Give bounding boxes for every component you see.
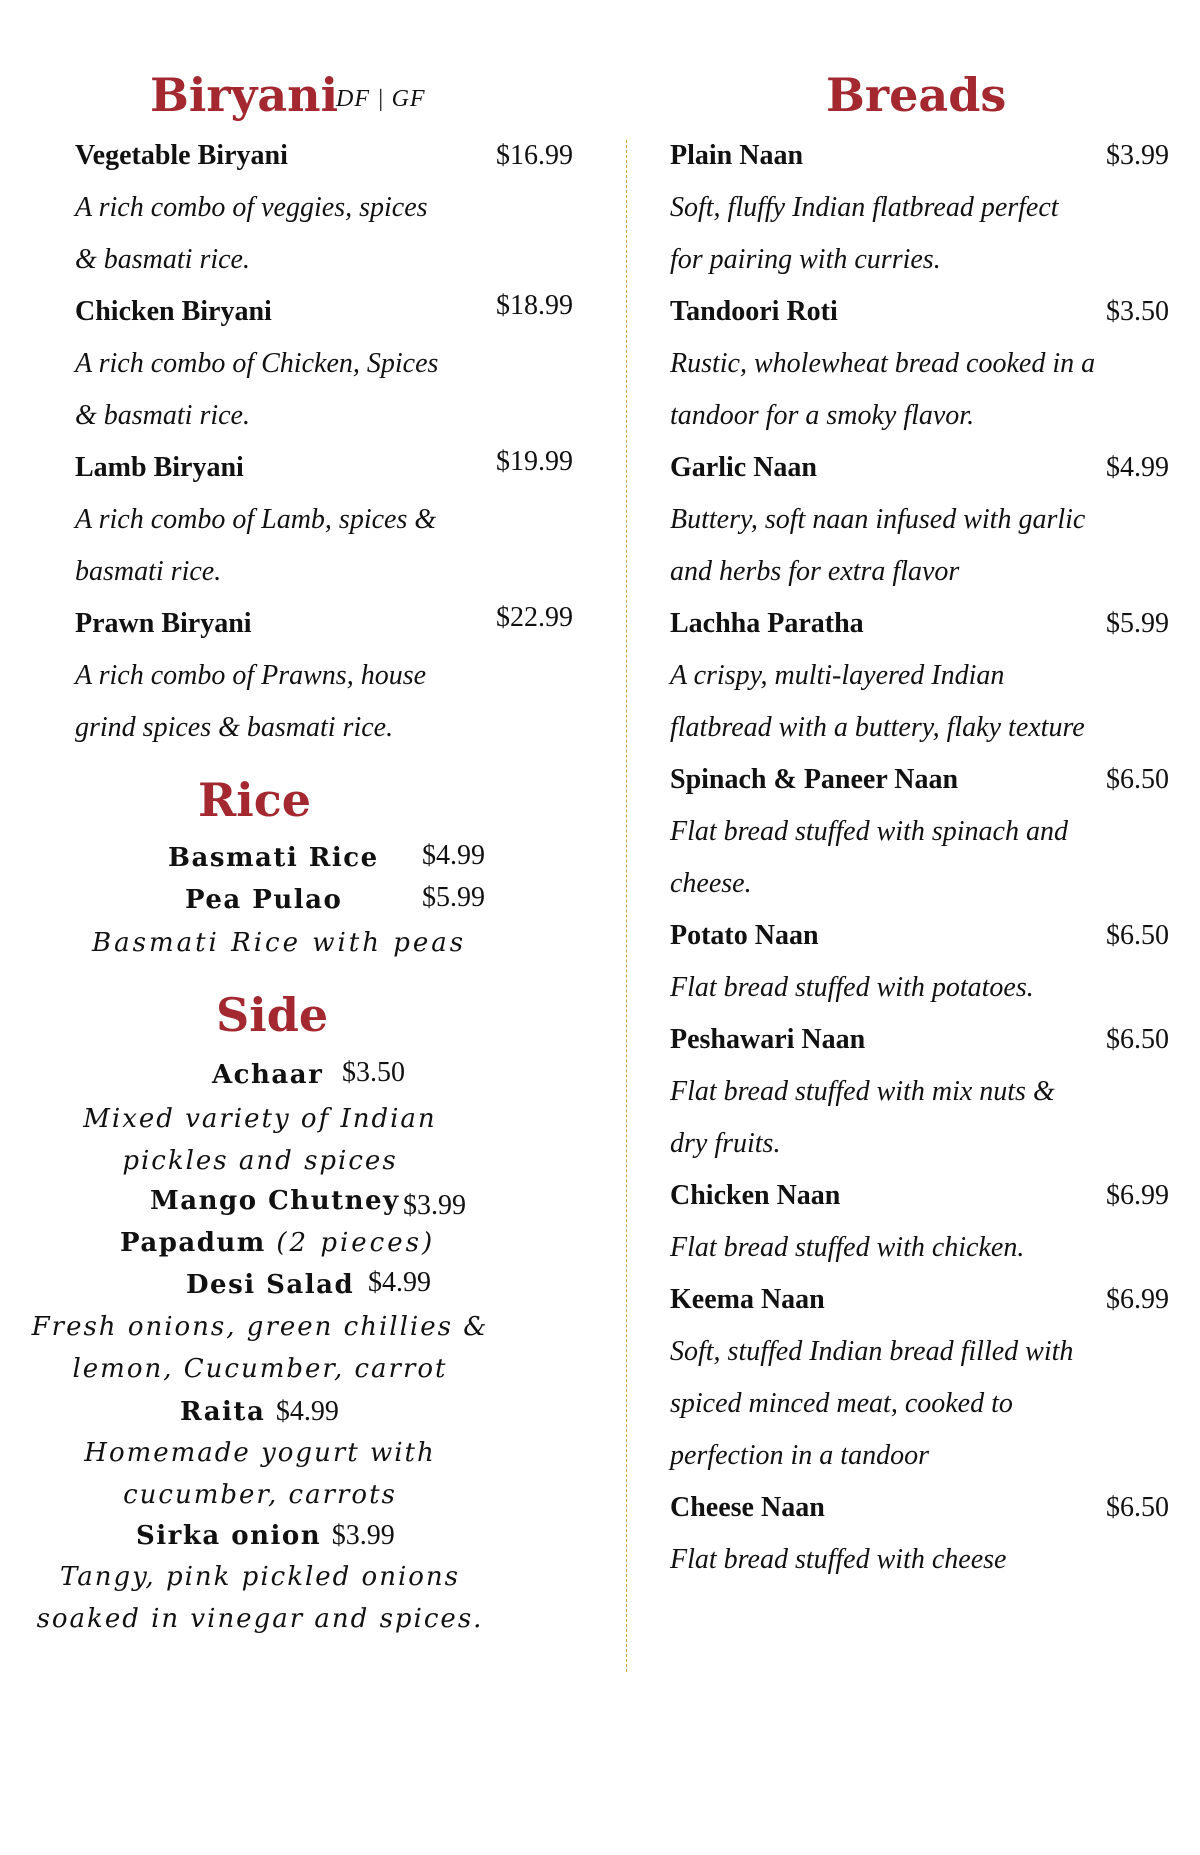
side-item-desc: [30, 1306, 490, 1390]
column-divider: [626, 140, 627, 1672]
bread-item-name: Garlic Naan: [670, 452, 817, 483]
desc-line: A rich combo of Lamb, spices &: [75, 504, 437, 535]
biryani-item-price: $18.99: [496, 290, 573, 321]
bread-item-desc: [670, 650, 1170, 754]
rice-item-price: $5.99: [422, 882, 485, 913]
desc-line: pickles and spices: [122, 1146, 398, 1176]
biryani-item-desc: [75, 650, 525, 754]
bread-item-name: Lachha Paratha: [670, 608, 864, 639]
desc-line: dry fruits.: [670, 1128, 781, 1159]
bread-item-price: $6.50: [1106, 764, 1169, 795]
desc-line: Homemade yogurt with: [84, 1438, 436, 1468]
bread-item-price: $4.99: [1106, 452, 1169, 483]
side-item-name: Desi Salad: [186, 1270, 355, 1300]
bread-item-desc: [670, 182, 1170, 286]
bread-item-price: $3.99: [1106, 140, 1169, 171]
bread-item-name: Peshawari Naan: [670, 1024, 866, 1055]
side-heading: Side: [216, 988, 329, 1042]
side-item-name: [180, 1396, 339, 1428]
rice-heading: Rice: [198, 773, 311, 827]
desc-line: A crispy, multi-layered Indian: [670, 660, 1005, 691]
desc-line: A rich combo of Prawns, house: [75, 660, 427, 691]
biryani-item-name: Lamb Biryani: [75, 452, 244, 483]
raita-name: Raita: [180, 1397, 266, 1427]
bread-item-price: $6.50: [1106, 1492, 1169, 1523]
bread-item-desc: [670, 1066, 1170, 1170]
bread-item-desc: [670, 962, 1170, 1014]
sirka-name: Sirka onion: [136, 1521, 322, 1551]
biryani-item-price: $16.99: [496, 140, 573, 171]
desc-line: spiced minced meat, cooked to: [670, 1388, 1013, 1419]
desc-line: Tangy, pink pickled onions: [59, 1562, 461, 1592]
desc-line: & basmati rice.: [75, 244, 250, 275]
side-item-name: [120, 1228, 435, 1258]
bread-item-price: $5.99: [1106, 608, 1169, 639]
side-item-name: Mango Chutney: [150, 1186, 400, 1216]
biryani-item-name: Vegetable Biryani: [75, 140, 288, 171]
desc-line: & basmati rice.: [75, 400, 250, 431]
desc-line: and herbs for extra flavor: [670, 556, 960, 587]
side-item-desc: [60, 1098, 460, 1182]
biryani-diet-tags: DF | GF: [336, 86, 426, 112]
desc-line: grind spices & basmati rice.: [75, 712, 394, 743]
side-item-desc: [30, 1556, 490, 1640]
side-item-price: $3.50: [342, 1057, 405, 1088]
biryani-item-name: Chicken Biryani: [75, 296, 272, 327]
desc-line: Flat bread stuffed with spinach and: [670, 816, 1068, 847]
bread-item-price: $6.99: [1106, 1284, 1169, 1315]
desc-line: Rustic, wholewheat bread cooked in a: [670, 348, 1096, 379]
side-item-price: $4.99: [368, 1267, 431, 1298]
papadum-note: (2 pieces): [276, 1228, 436, 1258]
desc-line: Fresh onions, green chillies &: [31, 1312, 489, 1342]
biryani-item-desc: [75, 338, 525, 442]
bread-item-name: Plain Naan: [670, 140, 804, 171]
desc-line: Flat bread stuffed with chicken.: [670, 1232, 1025, 1263]
desc-line: Soft, stuffed Indian bread filled with: [670, 1336, 1074, 1367]
desc-line: Flat bread stuffed with mix nuts &: [670, 1076, 1055, 1107]
bread-item-name: Potato Naan: [670, 920, 819, 951]
bread-item-price: $6.50: [1106, 920, 1169, 951]
desc-line: cheese.: [670, 868, 752, 899]
side-item-desc: [60, 1432, 460, 1516]
bread-item-price: $6.50: [1106, 1024, 1169, 1055]
bread-item-name: Keema Naan: [670, 1284, 825, 1315]
desc-line: Buttery, soft naan infused with garlic: [670, 504, 1086, 535]
bread-item-desc: [670, 806, 1170, 910]
rice-item-name: Pea Pulao: [185, 885, 343, 915]
desc-line: tandoor for a smoky flavor.: [670, 400, 975, 431]
rice-desc: Basmati Rice with peas: [92, 928, 467, 958]
desc-line: flatbread with a buttery, flaky texture: [670, 712, 1085, 743]
side-item-name: [136, 1520, 395, 1552]
sirka-price: $3.99: [331, 1520, 395, 1551]
bread-item-desc: [670, 338, 1170, 442]
side-item-name: Achaar: [212, 1060, 324, 1090]
desc-line: Flat bread stuffed with potatoes.: [670, 972, 1034, 1003]
bread-item-desc: [670, 1222, 1170, 1274]
bread-item-name: Chicken Naan: [670, 1180, 841, 1211]
desc-line: soaked in vinegar and spices.: [36, 1604, 484, 1634]
desc-line: A rich combo of Chicken, Spices: [75, 348, 439, 379]
bread-item-name: Cheese Naan: [670, 1492, 825, 1523]
bread-item-desc: [670, 1534, 1170, 1586]
rice-item-price: $4.99: [422, 840, 485, 871]
bread-item-name: Tandoori Roti: [670, 296, 838, 327]
desc-line: cucumber, carrots: [123, 1480, 397, 1510]
bread-item-desc: [670, 1326, 1170, 1482]
rice-item-name: Basmati Rice: [168, 843, 379, 873]
desc-line: basmati rice.: [75, 556, 222, 587]
biryani-item-name: Prawn Biryani: [75, 608, 252, 639]
bread-item-price: $3.50: [1106, 296, 1169, 327]
bread-item-price: $6.99: [1106, 1180, 1169, 1211]
biryani-item-desc: [75, 182, 525, 286]
papadum-name: Papadum: [120, 1228, 266, 1258]
biryani-heading: Biryani: [150, 68, 339, 122]
biryani-item-desc: [75, 494, 525, 598]
desc-line: for pairing with curries.: [670, 244, 941, 275]
bread-item-name: Spinach & Paneer Naan: [670, 764, 959, 795]
desc-line: A rich combo of veggies, spices: [75, 192, 428, 223]
biryani-item-price: $22.99: [496, 602, 573, 633]
desc-line: lemon, Cucumber, carrot: [72, 1354, 448, 1384]
desc-line: Mixed variety of Indian: [83, 1104, 437, 1134]
breads-heading: Breads: [826, 68, 1007, 122]
desc-line: Flat bread stuffed with cheese: [670, 1544, 1007, 1575]
side-item-price: $3.99: [403, 1190, 466, 1221]
desc-line: Soft, fluffy Indian flatbread perfect: [670, 192, 1059, 223]
bread-item-desc: [670, 494, 1170, 598]
desc-line: perfection in a tandoor: [670, 1440, 929, 1471]
raita-price: $4.99: [275, 1396, 339, 1427]
biryani-item-price: $19.99: [496, 446, 573, 477]
